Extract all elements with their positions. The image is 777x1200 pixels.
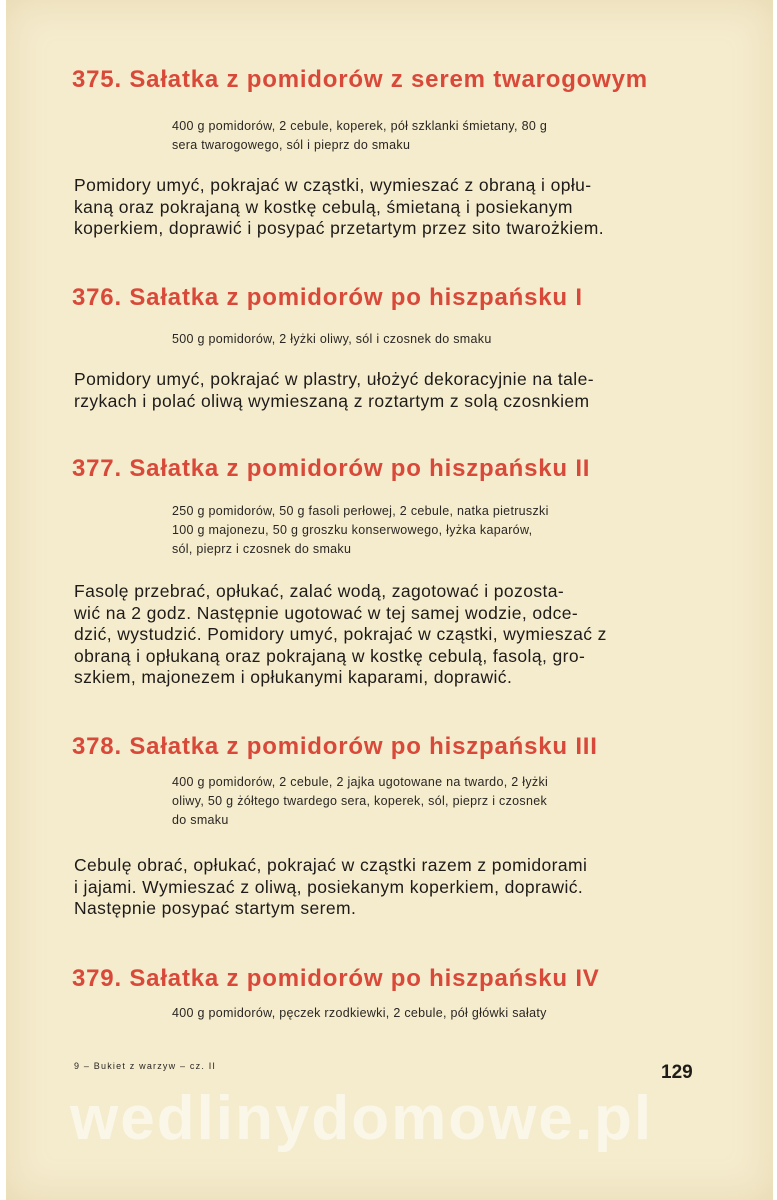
method-line: koperkiem, doprawić i posypać przetartym przez sito twarożkiem. (74, 218, 604, 238)
ingredients-line: oliwy, 50 g żółtego twardego sera, koperek, sól, pieprz i czosnek (172, 794, 548, 808)
method-line: Fasolę przebrać, opłukać, zalać wodą, zagotować i pozosta- (74, 581, 565, 601)
method-377 (74, 581, 706, 689)
ingredients-line: 250 g pomidorów, 50 g fasoli perłowej, 2 cebule, natka pietruszki (172, 504, 549, 518)
ingredients-line: sól, pieprz i czosnek do smaku (172, 542, 352, 556)
book-page (6, 0, 773, 1200)
ingredients-375 (172, 117, 707, 155)
method-line: Cebulę obrać, opłukać, pokrajać w cząstki razem z pomidorami (74, 855, 588, 875)
method-line: Pomidory umyć, pokrajać w cząstki, wymieszać z obraną i opłu- (74, 175, 592, 195)
method-line: rzykach i polać oliwą wymieszaną z roztartym z solą czosnkiem (74, 390, 590, 411)
ingredients-377 (172, 502, 707, 559)
ingredients-line: do smaku (172, 813, 229, 827)
ingredients-376 (172, 330, 707, 349)
recipe-title-376: 376. Sałatka z pomidorów po hiszpańsku I (72, 284, 583, 311)
ingredients-line: 400 g pomidorów, 2 cebule, koperek, pół szklanki śmietany, 80 g (172, 119, 548, 133)
ingredients-line: sera twarogowego, sól i pieprz do smaku (172, 138, 411, 152)
ingredients-line: 400 g pomidorów, 2 cebule, 2 jajka ugotowane na twardo, 2 łyżki (172, 775, 549, 789)
method-line: kaną oraz pokrajaną w kostkę cebulą, śmietaną i posiekanym (74, 196, 573, 217)
method-line: wić na 2 godz. Następnie ugotować w tej samej wodzie, odce- (74, 602, 579, 623)
footer-signature: 9 – Bukiet z warzyw – cz. II (74, 1061, 217, 1071)
recipe-title-379: 379. Sałatka z pomidorów po hiszpańsku IV (72, 965, 600, 992)
recipe-title-375: 375. Sałatka z pomidorów z serem twarogowym (72, 66, 648, 93)
ingredients-378 (172, 773, 707, 830)
ingredients-line: 500 g pomidorów, 2 łyżki oliwy, sól i czosnek do smaku (172, 332, 492, 346)
recipe-title-377: 377. Sałatka z pomidorów po hiszpańsku II (72, 455, 591, 482)
method-378 (74, 855, 706, 920)
method-line: Następnie posypać startym serem. (74, 898, 357, 918)
method-line: dzić, wystudzić. Pomidory umyć, pokrajać w cząstki, wymieszać z (74, 624, 607, 644)
method-line: szkiem, majonezem i opłukanymi kaparami, doprawić. (74, 667, 513, 687)
recipe-title-378: 378. Sałatka z pomidorów po hiszpańsku III (72, 733, 598, 760)
page-number: 129 (661, 1062, 693, 1083)
method-375 (74, 175, 706, 240)
ingredients-line: 400 g pomidorów, pęczek rzodkiewki, 2 cebule, pół główki sałaty (172, 1006, 547, 1020)
method-line: Pomidory umyć, pokrajać w plastry, ułożyć dekoracyjnie na tale- (74, 369, 594, 389)
watermark: wedlinydomowe.pl (70, 1084, 654, 1153)
ingredients-line: 100 g majonezu, 50 g groszku konserwowego, łyżka kaparów, (172, 523, 533, 537)
method-line: i jajami. Wymieszać z oliwą, posiekanym koperkiem, doprawić. (74, 876, 584, 897)
method-376 (74, 369, 706, 412)
ingredients-379 (172, 1004, 707, 1023)
method-line: obraną i opłukaną oraz pokrajaną w kostkę cebulą, fasolą, gro- (74, 645, 586, 666)
